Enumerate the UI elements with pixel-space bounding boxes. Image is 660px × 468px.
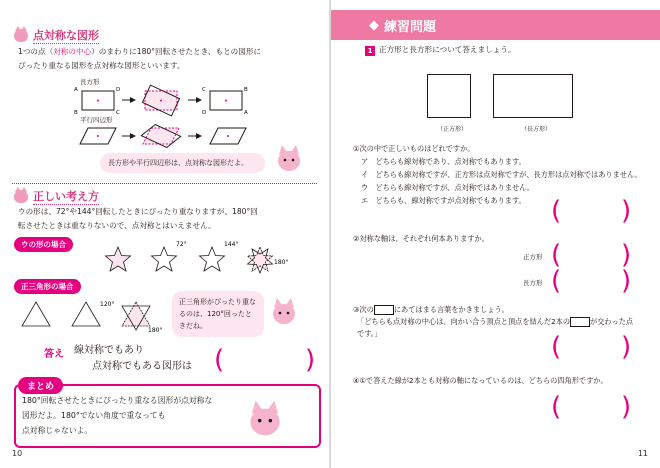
answer-label: 答え [44,349,64,360]
triangle-case-pill: 正三角形の場合 [14,279,81,294]
rotation-figures [60,76,320,148]
star-case-pill: ウの形の場合 [14,237,73,252]
option-b: イ どちらも線対称ですが、正方形は点対称ですが、長方形は点対称ではありません。 [361,170,642,179]
rect-label: 長方形 [80,78,100,86]
answer3-paren-right[interactable]: ) [621,332,632,362]
svg-text:D: D [116,87,121,93]
svg-text:C: C [202,87,206,93]
practice-banner [331,10,660,40]
sub-question-1 [353,142,653,207]
svg-text:72°: 72° [176,241,187,248]
sub2-header: ②対称な軸は、それぞれ何本ありますか。 [353,234,489,243]
cat-mascot-icon [270,296,298,326]
answer-line1: 線対称でもあり [74,345,144,356]
triangle-rotation-figures [18,296,168,336]
svg-text:C: C [116,110,120,116]
speech-bubble-2: 正三角形がぴったり重なるのは、120°回ったときだね。 [172,291,264,337]
answer2a-paren-right[interactable]: ) [621,240,632,270]
section-title: 正しい考え方 [33,190,99,203]
summary-line1: 180°回転させたときにぴったり重なる図形が点対称な [22,396,213,405]
answer4-paren-left[interactable]: ( [551,392,562,422]
rectangle-caption: （長方形） [521,126,552,133]
answer4-paren-right[interactable]: ) [621,392,632,422]
answer-text [74,343,192,375]
explanation-line1: ウの形は、72°や144°回転したときにぴったり重なりますが、180°回 [18,207,258,216]
practice-title: 練習問題 [384,19,437,35]
square-figure [427,74,471,118]
page-number: 10 [12,449,23,458]
section-point-symmetry-heading [14,27,99,44]
answer-paren-left: ( [214,345,225,375]
rect-rotating [142,85,179,116]
svg-text:A: A [74,87,78,93]
svg-text:B: B [74,110,78,116]
cat-mascot-icon [14,190,28,203]
summary-title: まとめ [18,377,63,394]
sub3-line2: です。」 [357,329,382,338]
answer2b-paren-right[interactable]: ) [621,266,632,296]
star-rotation-figures [96,238,296,278]
sub3-line1-post: が交わった点 [590,317,634,326]
svg-text:144°: 144° [224,241,239,248]
diamond-icon: ◆ [369,17,379,33]
explanation-paragraph [18,205,318,232]
cat-mascot-icon [14,29,28,42]
answer2b-paren-left[interactable]: ( [551,266,562,296]
explanation-line2: 転させたときは重なりないので、点対称とはいえません。 [18,220,216,230]
answer1-paren-left[interactable]: ( [551,196,562,226]
sub1-header: ①次の中で正しいものはどれですか。 [353,144,475,153]
svg-text:B: B [244,87,248,93]
intro-line2: ぴったり重なる図形を点対称な図形といいます。 [18,60,185,70]
svg-text:120°: 120° [100,301,115,308]
option-d: エ どちらも、線対称ですが点対称でもあります。 [361,196,526,205]
summary-text [22,393,242,438]
blank-box [570,317,590,327]
sub4-header: ④①で答えた線が2本とも対称の軸になっているのは、どちらの四角形ですか。 [353,376,608,385]
left-page [0,0,329,468]
svg-text:180°: 180° [274,259,289,266]
divider [12,183,317,184]
rectangle-figure [493,74,573,118]
summary-line2: 図形だよ。180°でない角度で重なっても [22,411,166,420]
sub3-header-pre: ③次の [353,305,374,314]
square-caption: （正方形） [437,126,468,133]
answer2a-paren-left[interactable]: ( [551,240,562,270]
svg-text:A: A [244,110,248,116]
sub3-line1-pre: 「どちらも点対称の中心は、向かい合う頂点と頂点を結んだ2本の [357,317,571,326]
section-correct-thinking-heading [14,188,99,205]
intro-red-term: 対称の中心 [53,47,92,56]
intro-post: ）のまわりに180°回転させたとき、もとの図形に [91,47,262,56]
cat-mascot-icon [246,398,284,438]
option-c: ウ どちらも線対称ですが、点対称ではありません。 [361,183,534,192]
intro-pre: 1つの点（ [18,47,54,56]
sub2-label-rect: 長方形 [523,279,543,287]
cat-mascot-icon [275,143,303,173]
section-title: 点対称な図形 [33,29,99,42]
option-a: ア どちらも線対称であり、点対称でもあります。 [361,157,526,166]
question-number: 1 [365,46,375,56]
para-label: 平行四辺形 [80,116,113,124]
summary-line3: 点対称じゃないよ。 [22,426,93,435]
page-number: 11 [637,449,648,458]
right-page [331,0,660,468]
sub2-label-square: 正方形 [523,253,543,261]
answer1-paren-right[interactable]: ) [621,196,632,226]
answer3-paren-left[interactable]: ( [551,332,562,362]
sub3-header-post: にあてはまる言葉をかきましょう。 [393,305,509,314]
question-text: 正方形と長方形について答えましょう。 [379,45,516,54]
answer-paren-right: ) [305,345,316,375]
intro-paragraph [18,45,318,72]
svg-text:D: D [202,110,207,116]
blank-box [374,305,394,315]
sub-question-3 [353,304,653,340]
speech-bubble-1: 長方形や平行四辺形は、点対称な図形だよ。 [100,153,265,173]
answer-line2: 点対称でもある図形は [92,361,192,372]
svg-text:180°: 180° [148,327,163,334]
